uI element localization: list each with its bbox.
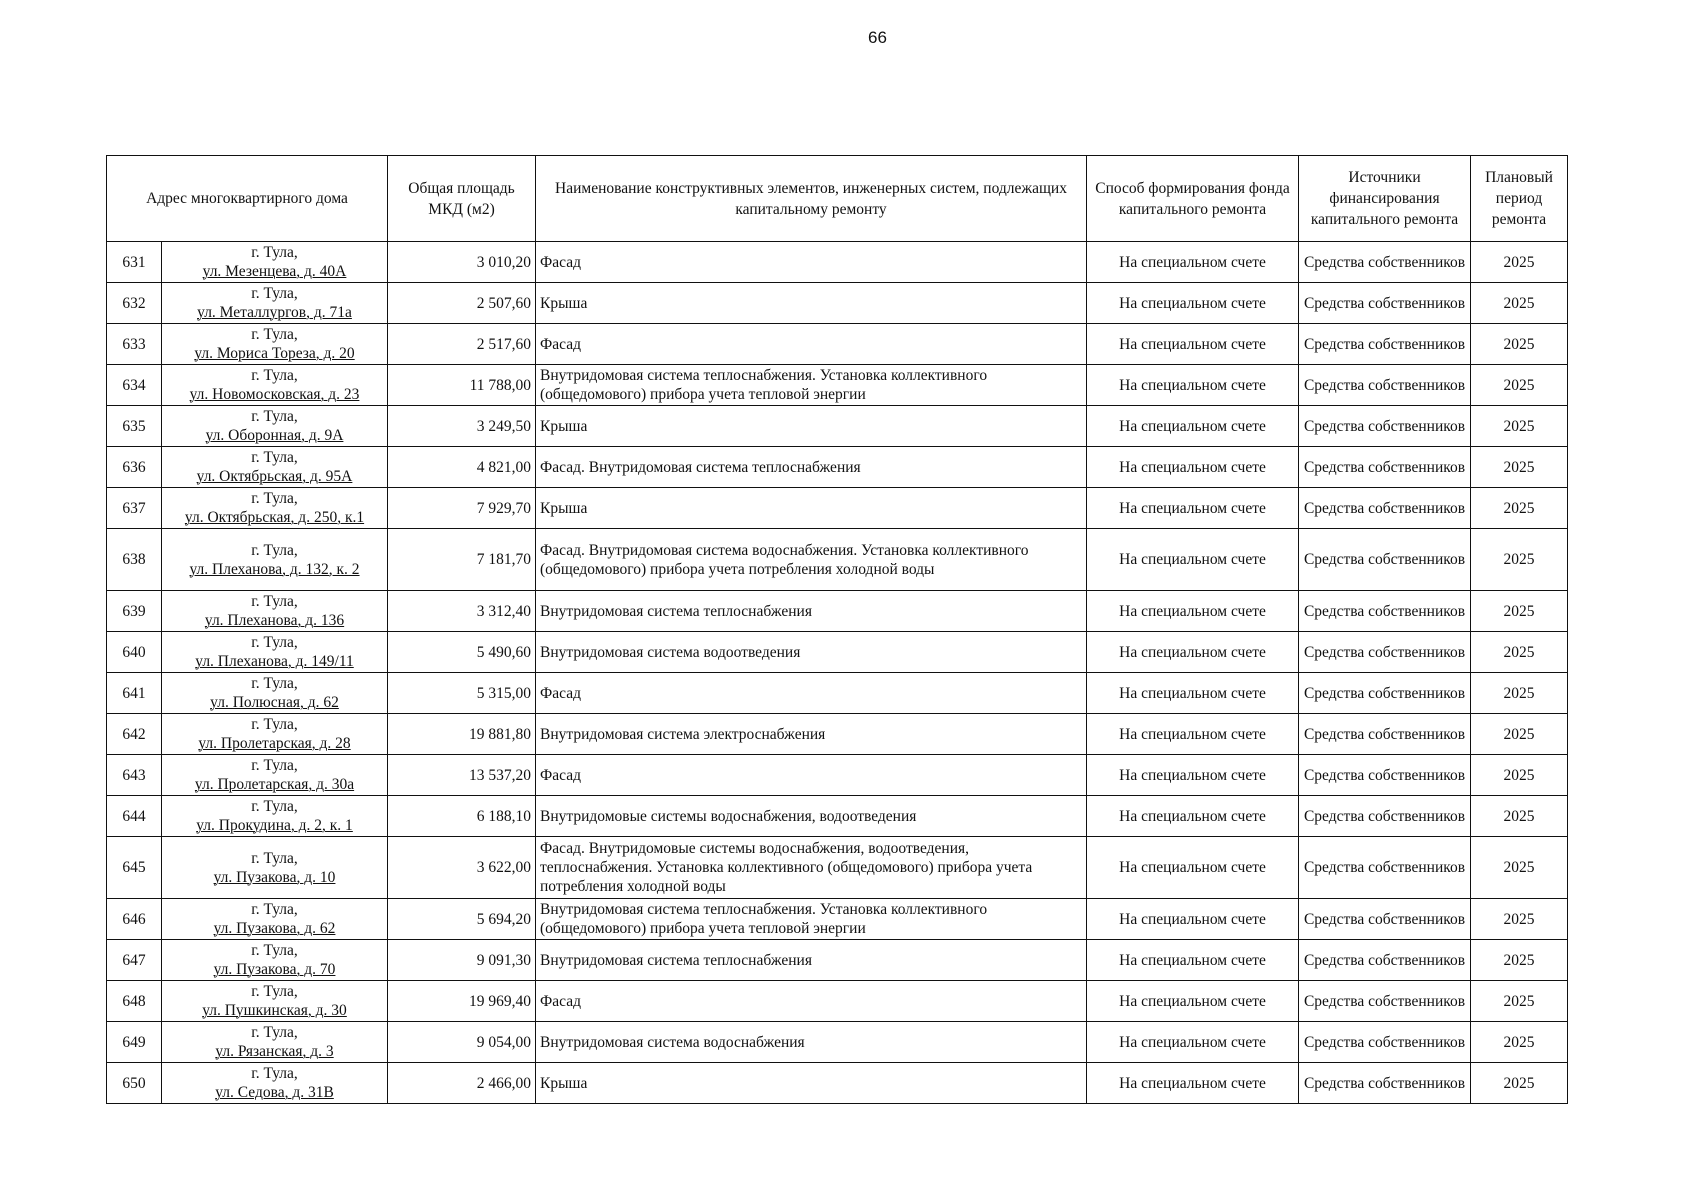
row-source: Средства собственников [1299, 283, 1471, 324]
row-elements: Внутридомовая система теплоснабжения [536, 591, 1087, 632]
row-number: 642 [107, 714, 162, 755]
row-period: 2025 [1471, 632, 1568, 673]
row-method: На специальном счете [1087, 447, 1299, 488]
row-method: На специальном счете [1087, 283, 1299, 324]
row-period: 2025 [1471, 1063, 1568, 1104]
row-elements: Крыша [536, 406, 1087, 447]
address-city: г. Тула, [251, 849, 298, 867]
row-method: На специальном счете [1087, 591, 1299, 632]
row-address [162, 632, 388, 673]
row-period: 2025 [1471, 591, 1568, 632]
row-number: 640 [107, 632, 162, 673]
row-method: На специальном счете [1087, 940, 1299, 981]
row-period: 2025 [1471, 673, 1568, 714]
row-area: 4 821,00 [388, 447, 536, 488]
address-street: ул. Металлургов, д. 71а [197, 304, 352, 321]
row-address [162, 899, 388, 940]
row-source: Средства собственников [1299, 632, 1471, 673]
table-row [107, 324, 1568, 365]
row-elements: Внутридомовые системы водоснабжения, водоотведения [536, 796, 1087, 837]
address-street: ул. Плеханова, д. 132, к. 2 [189, 560, 360, 578]
row-elements: Фасад [536, 673, 1087, 714]
row-area: 5 315,00 [388, 673, 536, 714]
row-number: 644 [107, 796, 162, 837]
row-period: 2025 [1471, 755, 1568, 796]
row-number: 647 [107, 940, 162, 981]
address-street: ул. Пролетарская, д. 28 [198, 735, 351, 752]
row-source: Средства собственников [1299, 406, 1471, 447]
row-number: 641 [107, 673, 162, 714]
header-source: Источники финансирования капитального ремонта [1299, 156, 1471, 242]
table-header-row [107, 156, 1568, 242]
row-address [162, 1063, 388, 1104]
address-street: ул. Плеханова, д. 149/11 [195, 653, 354, 670]
page-number: 66 [868, 28, 887, 47]
row-elements: Фасад [536, 981, 1087, 1022]
row-area: 11 788,00 [388, 365, 536, 406]
row-area: 19 881,80 [388, 714, 536, 755]
address-city: г. Тула, [251, 490, 298, 507]
row-area: 6 188,10 [388, 796, 536, 837]
table-row [107, 591, 1568, 632]
header-elements: Наименование конструктивных элементов, инженерных систем, подлежащих капитальному ремонту [536, 156, 1087, 242]
row-period: 2025 [1471, 1022, 1568, 1063]
address-street: ул. Плеханова, д. 136 [204, 612, 345, 629]
row-elements: Внутридомовая система теплоснабжения [536, 940, 1087, 981]
row-number: 648 [107, 981, 162, 1022]
row-address [162, 324, 388, 365]
row-period: 2025 [1471, 447, 1568, 488]
row-source: Средства собственников [1299, 837, 1471, 899]
row-method: На специальном счете [1087, 1022, 1299, 1063]
row-number: 634 [107, 365, 162, 406]
address-city: г. Тула, [251, 593, 298, 610]
row-elements: Внутридомовая система водоотведения [536, 632, 1087, 673]
address-city: г. Тула, [251, 541, 298, 559]
address-city: г. Тула, [251, 1065, 298, 1082]
row-elements: Крыша [536, 283, 1087, 324]
row-elements: Фасад [536, 242, 1087, 283]
row-address [162, 242, 388, 283]
row-area: 19 969,40 [388, 981, 536, 1022]
row-number: 637 [107, 488, 162, 529]
row-number: 646 [107, 899, 162, 940]
row-source: Средства собственников [1299, 940, 1471, 981]
row-period: 2025 [1471, 981, 1568, 1022]
table-row [107, 447, 1568, 488]
table-row [107, 755, 1568, 796]
row-area: 5 490,60 [388, 632, 536, 673]
row-address [162, 940, 388, 981]
row-address [162, 447, 388, 488]
row-area: 2 507,60 [388, 283, 536, 324]
row-number: 649 [107, 1022, 162, 1063]
table-row [107, 981, 1568, 1022]
row-address [162, 488, 388, 529]
row-source: Средства собственников [1299, 242, 1471, 283]
row-source: Средства собственников [1299, 755, 1471, 796]
row-elements: Внутридомовая система электроснабжения [536, 714, 1087, 755]
row-method: На специальном счете [1087, 899, 1299, 940]
capital-repair-table [106, 155, 1568, 1104]
row-source: Средства собственников [1299, 591, 1471, 632]
address-city: г. Тула, [251, 449, 298, 466]
row-period: 2025 [1471, 242, 1568, 283]
row-area: 3 249,50 [388, 406, 536, 447]
table-row [107, 673, 1568, 714]
row-elements: Внутридомовая система теплоснабжения. Установка коллективного (общедомового) прибора учета тепловой энергии [536, 899, 1087, 940]
row-address [162, 796, 388, 837]
row-elements: Фасад. Внутридомовая система водоснабжения. Установка коллективного (общедомового) прибора учета потребления холодной воды [536, 529, 1087, 591]
row-number: 636 [107, 447, 162, 488]
address-city: г. Тула, [251, 1024, 298, 1041]
row-number: 635 [107, 406, 162, 447]
table-row [107, 406, 1568, 447]
row-address [162, 981, 388, 1022]
row-period: 2025 [1471, 283, 1568, 324]
row-area: 7 929,70 [388, 488, 536, 529]
row-source: Средства собственников [1299, 981, 1471, 1022]
row-area: 13 537,20 [388, 755, 536, 796]
row-elements: Фасад. Внутридомовая система теплоснабжения [536, 447, 1087, 488]
row-number: 633 [107, 324, 162, 365]
address-city: г. Тула, [251, 757, 298, 774]
address-street: ул. Новомосковская, д. 23 [189, 386, 360, 403]
address-street: ул. Пузакова, д. 62 [213, 920, 336, 937]
address-city: г. Тула, [251, 408, 298, 425]
row-address [162, 406, 388, 447]
header-method: Способ формирования фонда капитального ремонта [1087, 156, 1299, 242]
address-street: ул. Октябрьская, д. 95А [196, 468, 353, 485]
row-period: 2025 [1471, 837, 1568, 899]
row-area: 3 622,00 [388, 837, 536, 899]
row-method: На специальном счете [1087, 796, 1299, 837]
table-row [107, 365, 1568, 406]
row-method: На специальном счете [1087, 242, 1299, 283]
row-period: 2025 [1471, 488, 1568, 529]
row-number: 638 [107, 529, 162, 591]
header-area: Общая площадь МКД (м2) [388, 156, 536, 242]
address-street: ул. Мезенцева, д. 40А [202, 263, 347, 280]
address-city: г. Тула, [251, 983, 298, 1000]
row-method: На специальном счете [1087, 714, 1299, 755]
row-address [162, 837, 388, 899]
address-street: ул. Прокудина, д. 2, к. 1 [196, 817, 353, 834]
address-city: г. Тула, [251, 798, 298, 815]
row-period: 2025 [1471, 365, 1568, 406]
row-elements: Фасад. Внутридомовые системы водоснабжения, водоотведения, теплоснабжения. Установка коллективного (общедомового) прибора учета потребления холодной воды [536, 837, 1087, 899]
row-source: Средства собственников [1299, 1063, 1471, 1104]
row-address [162, 755, 388, 796]
row-number: 632 [107, 283, 162, 324]
address-street: ул. Пузакова, д. 70 [213, 961, 336, 978]
address-city: г. Тула, [251, 942, 298, 959]
row-period: 2025 [1471, 899, 1568, 940]
row-area: 9 054,00 [388, 1022, 536, 1063]
row-address [162, 591, 388, 632]
table-body [107, 242, 1568, 1104]
row-area: 2 466,00 [388, 1063, 536, 1104]
row-period: 2025 [1471, 324, 1568, 365]
row-elements: Фасад [536, 324, 1087, 365]
row-source: Средства собственников [1299, 673, 1471, 714]
row-source: Средства собственников [1299, 899, 1471, 940]
header-period: Плановый период ремонта [1471, 156, 1568, 242]
table-row [107, 632, 1568, 673]
row-area: 5 694,20 [388, 899, 536, 940]
row-address [162, 283, 388, 324]
row-address [162, 1022, 388, 1063]
table-row [107, 1022, 1568, 1063]
row-source: Средства собственников [1299, 447, 1471, 488]
row-period: 2025 [1471, 529, 1568, 591]
row-elements: Внутридомовая система водоснабжения [536, 1022, 1087, 1063]
row-method: На специальном счете [1087, 981, 1299, 1022]
row-address [162, 365, 388, 406]
row-method: На специальном счете [1087, 673, 1299, 714]
table-row [107, 796, 1568, 837]
row-area: 9 091,30 [388, 940, 536, 981]
table-row [107, 899, 1568, 940]
row-method: На специальном счете [1087, 324, 1299, 365]
address-street: ул. Полюсная, д. 62 [210, 694, 339, 711]
address-city: г. Тула, [251, 244, 298, 261]
row-period: 2025 [1471, 714, 1568, 755]
row-number: 639 [107, 591, 162, 632]
row-method: На специальном счете [1087, 1063, 1299, 1104]
row-method: На специальном счете [1087, 488, 1299, 529]
address-city: г. Тула, [251, 901, 298, 918]
address-city: г. Тула, [251, 285, 298, 302]
address-city: г. Тула, [251, 367, 298, 384]
row-area: 3 010,20 [388, 242, 536, 283]
row-period: 2025 [1471, 406, 1568, 447]
row-period: 2025 [1471, 940, 1568, 981]
row-address [162, 673, 388, 714]
table-row [107, 529, 1568, 591]
row-elements: Крыша [536, 1063, 1087, 1104]
address-city: г. Тула, [251, 326, 298, 343]
table-row [107, 940, 1568, 981]
address-street: ул. Пузакова, д. 10 [213, 868, 336, 886]
table-row [107, 242, 1568, 283]
row-source: Средства собственников [1299, 529, 1471, 591]
row-address [162, 714, 388, 755]
row-method: На специальном счете [1087, 365, 1299, 406]
address-street: ул. Пушкинская, д. 30 [202, 1002, 347, 1019]
row-elements: Крыша [536, 488, 1087, 529]
address-street: ул. Оборонная, д. 9А [205, 427, 344, 444]
row-method: На специальном счете [1087, 755, 1299, 796]
row-number: 631 [107, 242, 162, 283]
row-source: Средства собственников [1299, 324, 1471, 365]
row-period: 2025 [1471, 796, 1568, 837]
row-source: Средства собственников [1299, 796, 1471, 837]
row-area: 2 517,60 [388, 324, 536, 365]
address-city: г. Тула, [251, 634, 298, 651]
row-number: 645 [107, 837, 162, 899]
row-method: На специальном счете [1087, 837, 1299, 899]
row-source: Средства собственников [1299, 714, 1471, 755]
row-method: На специальном счете [1087, 529, 1299, 591]
row-area: 7 181,70 [388, 529, 536, 591]
address-street: ул. Рязанская, д. 3 [215, 1043, 334, 1060]
address-street: ул. Мориса Тореза, д. 20 [194, 345, 355, 362]
table-row [107, 488, 1568, 529]
header-address: Адрес многоквартирного дома [107, 156, 388, 242]
table-row [107, 283, 1568, 324]
row-source: Средства собственников [1299, 365, 1471, 406]
address-city: г. Тула, [251, 716, 298, 733]
row-source: Средства собственников [1299, 488, 1471, 529]
table-row [107, 837, 1568, 899]
address-street: ул. Пролетарская, д. 30а [194, 776, 355, 793]
row-source: Средства собственников [1299, 1022, 1471, 1063]
row-number: 643 [107, 755, 162, 796]
row-method: На специальном счете [1087, 632, 1299, 673]
address-street: ул. Октябрьская, д. 250, к.1 [184, 509, 365, 526]
row-area: 3 312,40 [388, 591, 536, 632]
row-elements: Внутридомовая система теплоснабжения. Установка коллективного (общедомового) прибора учета тепловой энергии [536, 365, 1087, 406]
row-elements: Фасад [536, 755, 1087, 796]
row-method: На специальном счете [1087, 406, 1299, 447]
table-row [107, 714, 1568, 755]
table-row [107, 1063, 1568, 1104]
address-street: ул. Седова, д. 31В [215, 1084, 334, 1101]
address-city: г. Тула, [251, 675, 298, 692]
row-number: 650 [107, 1063, 162, 1104]
row-address [162, 529, 388, 591]
